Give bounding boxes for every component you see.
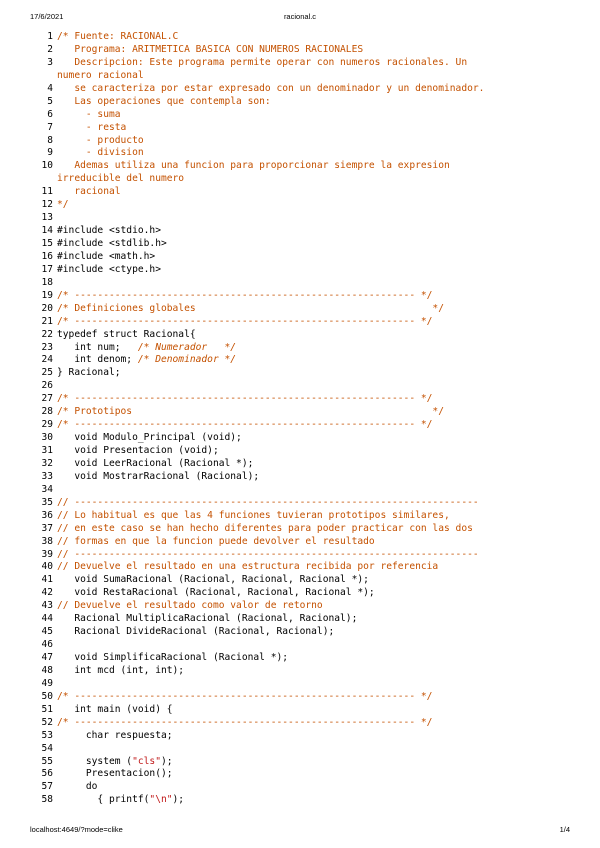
code-line: [30, 730, 575, 743]
code-token: Ademas utiliza una funcion para proporcionar siempre la expresion: [57, 160, 450, 172]
code-line: [30, 83, 575, 96]
code-token: /* Denominador */: [137, 354, 237, 366]
code-token: int num;: [57, 341, 138, 353]
code-line: [30, 264, 575, 277]
line-code: [57, 225, 575, 238]
line-code: [57, 510, 575, 523]
line-code: [57, 290, 575, 303]
line-number: 13: [41, 212, 53, 224]
code-line: [30, 704, 575, 717]
code-line: [30, 484, 575, 497]
code-token: int denom;: [57, 354, 138, 366]
code-line: [30, 186, 575, 199]
line-number: 14: [41, 225, 53, 237]
line-number: 43: [41, 600, 53, 612]
code-line: [30, 406, 575, 419]
code-line: [30, 122, 575, 135]
line-code: [57, 561, 575, 574]
code-line: [30, 238, 575, 251]
line-code: [57, 70, 575, 83]
line-number: 30: [41, 432, 53, 444]
line-code: [57, 393, 575, 406]
line-number: 44: [41, 613, 53, 625]
line-code: [57, 83, 575, 96]
print-footer: [0, 825, 600, 837]
code-line: [30, 199, 575, 212]
line-code: [57, 96, 575, 109]
code-token: void Modulo_Principal (void);: [57, 432, 242, 444]
code-token: - producto: [57, 134, 144, 146]
line-code: [57, 704, 575, 717]
code-line: [30, 458, 575, 471]
code-line: [30, 497, 575, 510]
line-number: 18: [41, 276, 53, 288]
line-number: 10: [41, 160, 53, 172]
code-line: [30, 96, 575, 109]
code-line: [30, 303, 575, 316]
line-number: 53: [41, 729, 53, 741]
line-number: 11: [41, 186, 53, 198]
code-line: [30, 342, 575, 355]
code-token: { printf(: [57, 794, 150, 806]
code-token: "\n": [149, 794, 173, 806]
code-line: [30, 109, 575, 122]
line-code: [57, 342, 575, 355]
code-token: // Devuelve el resultado en una estructura recibida por referencia: [57, 561, 439, 573]
code-token: /* Numerador */: [137, 341, 237, 353]
line-code: [57, 768, 575, 781]
line-number: 54: [41, 742, 53, 754]
line-number: 50: [41, 690, 53, 702]
code-token: // Devuelve el resultado como valor de retorno: [57, 600, 323, 612]
code-token: void RestaRacional (Racional, Racional, Racional *);: [57, 587, 375, 599]
code-line: [30, 419, 575, 432]
line-number: 15: [41, 238, 53, 249]
line-number: 21: [41, 315, 53, 327]
code-line: [30, 794, 575, 807]
code-line: [30, 393, 575, 406]
line-number: 9: [47, 147, 53, 159]
line-number: 31: [41, 445, 53, 456]
line-number: 33: [41, 470, 53, 482]
code-line: [30, 626, 575, 639]
line-number: 20: [41, 302, 53, 314]
code-line: [30, 781, 575, 794]
line-code: [57, 497, 575, 510]
page-url: localhost:4649/?mode=clike: [30, 825, 123, 834]
line-code: [57, 367, 575, 380]
line-number: 26: [41, 380, 53, 392]
line-code: [57, 251, 575, 264]
code-token: system (: [57, 755, 133, 767]
line-number: 42: [41, 587, 53, 599]
line-number: 38: [41, 535, 53, 547]
code-line: [30, 678, 575, 691]
code-line: [30, 691, 575, 704]
code-line: [30, 756, 575, 769]
line-code: [57, 756, 575, 769]
code-token: - resta: [57, 121, 127, 133]
line-code: [57, 316, 575, 329]
code-line: [30, 743, 575, 756]
code-line: [30, 445, 575, 458]
line-code: [57, 303, 575, 316]
code-line: [30, 329, 575, 342]
line-code: [57, 794, 575, 807]
code-token: #include <math.h>: [57, 250, 156, 262]
code-line: [30, 173, 575, 186]
line-number: 56: [41, 768, 53, 780]
line-number: 28: [41, 406, 53, 418]
line-code: [57, 536, 575, 549]
code-token: /* ----------------------------------------------------------- */: [57, 690, 433, 702]
code-token: racional: [57, 186, 121, 198]
code-line: [30, 587, 575, 600]
line-number: 36: [41, 509, 53, 521]
code-line: [30, 717, 575, 730]
line-number: 58: [41, 794, 53, 806]
line-code: [57, 445, 575, 458]
code-token: Presentacion();: [57, 768, 173, 780]
code-line: [30, 354, 575, 367]
line-number: 51: [41, 703, 53, 715]
code-line: [30, 31, 575, 44]
line-number: 32: [41, 457, 53, 469]
code-line: [30, 523, 575, 536]
line-number: 12: [41, 199, 53, 211]
line-code: [57, 57, 575, 70]
line-number: 1: [47, 31, 53, 42]
line-code: [57, 613, 575, 626]
line-number: 40: [41, 561, 53, 573]
line-number: 5: [47, 95, 53, 107]
code-line: [30, 652, 575, 665]
code-token: /* ----------------------------------------------------------- */: [57, 419, 433, 431]
line-code: [57, 626, 575, 639]
code-token: // en este caso se han hecho diferentes para poder practicar con las dos: [57, 522, 473, 534]
code-token: /* ----------------------------------------------------------- */: [57, 289, 433, 301]
code-line: [30, 367, 575, 380]
code-token: typedef struct Racional{: [57, 328, 196, 340]
line-code: [57, 238, 575, 251]
line-code: [57, 781, 575, 794]
code-line: [30, 316, 575, 329]
code-line: [30, 536, 575, 549]
code-token: // ----------------------------------------------------------------------: [57, 548, 479, 560]
line-number: 7: [47, 121, 53, 133]
code-line: [30, 574, 575, 587]
code-token: void LeerRacional (Racional *);: [57, 457, 254, 469]
print-date: 17/6/2021: [30, 12, 64, 21]
line-number: 6: [47, 108, 53, 120]
code-line: [30, 147, 575, 160]
code-line: [30, 225, 575, 238]
line-code: [57, 122, 575, 135]
print-header: [0, 12, 600, 24]
code-token: /* Prototipos */: [57, 406, 444, 418]
code-line: [30, 44, 575, 57]
line-code: [57, 109, 575, 122]
code-token: Programa: ARITMETICA BASICA CON NUMEROS RACIONALES: [57, 43, 364, 55]
code-line: [30, 613, 575, 626]
line-number: 2: [47, 43, 53, 55]
code-token: #include <ctype.h>: [57, 263, 161, 275]
line-code: [57, 264, 575, 277]
code-token: Racional MultiplicaRacional (Racional, Racional);: [57, 613, 358, 625]
line-code: [57, 160, 575, 173]
code-token: #include <stdio.h>: [57, 225, 161, 237]
code-token: irreducible del numero: [57, 173, 185, 185]
line-number: 3: [47, 56, 53, 68]
code-token: Descripcion: Este programa permite operar con numeros racionales. Un: [57, 56, 468, 68]
code-line: [30, 212, 575, 225]
code-line: [30, 561, 575, 574]
code-token: );: [160, 755, 173, 767]
line-code: [57, 574, 575, 587]
line-number: 48: [41, 664, 53, 676]
line-number: 17: [41, 263, 53, 275]
code-token: void Presentacion (void);: [57, 445, 219, 456]
line-number: 23: [41, 341, 53, 353]
line-number: 46: [41, 639, 53, 651]
code-token: numero racional: [57, 69, 144, 81]
code-token: /* Definiciones globales */: [57, 302, 444, 314]
code-token: void SimplificaRacional (Racional *);: [57, 652, 289, 663]
line-code: [57, 471, 575, 484]
code-line: [30, 57, 575, 70]
code-token: /* ----------------------------------------------------------- */: [57, 716, 433, 728]
line-number: 34: [41, 483, 53, 495]
code-token: );: [172, 794, 185, 806]
code-line: [30, 290, 575, 303]
line-number: 47: [41, 652, 53, 663]
line-code: [57, 652, 575, 665]
line-code: [57, 419, 575, 432]
line-code: [57, 31, 575, 44]
code-line: [30, 510, 575, 523]
code-token: Las operaciones que contempla son:: [57, 95, 271, 107]
code-line: [30, 471, 575, 484]
line-code: [57, 329, 575, 342]
line-code: [57, 717, 575, 730]
code-line: [30, 639, 575, 652]
code-line: [30, 665, 575, 678]
code-line: [30, 549, 575, 562]
line-number: 22: [41, 328, 53, 340]
line-code: [57, 199, 575, 212]
line-code: [57, 665, 575, 678]
code-line: [30, 768, 575, 781]
line-code: [57, 600, 575, 613]
line-code: [57, 186, 575, 199]
code-token: do: [57, 781, 98, 793]
line-code: [57, 587, 575, 600]
line-code: [57, 691, 575, 704]
code-token: Racional DivideRacional (Racional, Racional);: [57, 626, 335, 638]
code-line: [30, 432, 575, 445]
code-line: [30, 251, 575, 264]
code-line: [30, 70, 575, 83]
code-token: */: [57, 199, 69, 211]
code-token: "cls": [132, 755, 161, 767]
line-number: 19: [41, 289, 53, 301]
line-number: 29: [41, 419, 53, 431]
line-code: [57, 44, 575, 57]
code-token: int mcd (int, int);: [57, 664, 185, 676]
code-token: // Lo habitual es que las 4 funciones tuvieran prototipos similares,: [57, 509, 450, 521]
code-line: [30, 160, 575, 173]
source-code-listing: [30, 31, 575, 807]
code-token: // formas en que la funcion puede devolver el resultado: [57, 535, 375, 547]
document-title: racional.c: [283, 12, 317, 21]
line-code: [57, 458, 575, 471]
code-token: - division: [57, 147, 144, 159]
line-number: 57: [41, 781, 53, 793]
code-token: /* ----------------------------------------------------------- */: [57, 315, 433, 327]
code-line: [30, 380, 575, 393]
line-code: [57, 173, 575, 186]
code-token: char respuesta;: [57, 729, 173, 741]
code-line: [30, 600, 575, 613]
line-number: 25: [41, 367, 53, 379]
line-code: [57, 730, 575, 743]
code-token: } Racional;: [57, 367, 121, 379]
code-token: void SumaRacional (Racional, Racional, Racional *);: [57, 574, 369, 586]
line-number: 39: [41, 548, 53, 560]
line-number: 41: [41, 574, 53, 586]
line-number: 24: [41, 354, 53, 366]
line-number: 55: [41, 755, 53, 767]
code-token: // ----------------------------------------------------------------------: [57, 496, 479, 508]
code-token: void MostrarRacional (Racional);: [57, 470, 260, 482]
code-token: #include <stdlib.h>: [57, 238, 167, 249]
line-number: 37: [41, 522, 53, 534]
line-code: [57, 354, 575, 367]
page-number: 1/4: [559, 825, 570, 834]
line-code: [57, 406, 575, 419]
code-token: /* ----------------------------------------------------------- */: [57, 393, 433, 405]
code-token: - suma: [57, 108, 121, 120]
code-token: se caracteriza por estar expresado con un denominador y un denominador.: [57, 82, 485, 94]
code-line: [30, 277, 575, 290]
line-number: 8: [47, 134, 53, 146]
code-token: int main (void) {: [57, 703, 173, 715]
line-number: 35: [41, 496, 53, 508]
line-number: 45: [41, 626, 53, 638]
line-number: 52: [41, 716, 53, 728]
line-number: 27: [41, 393, 53, 405]
line-code: [57, 135, 575, 148]
line-number: 49: [41, 677, 53, 689]
line-code: [57, 147, 575, 160]
line-code: [57, 432, 575, 445]
code-line: [30, 135, 575, 148]
line-code: [57, 549, 575, 562]
line-code: [57, 523, 575, 536]
line-number: 16: [41, 250, 53, 262]
line-number: 4: [47, 82, 53, 94]
code-token: /* Fuente: RACIONAL.C: [57, 31, 179, 42]
